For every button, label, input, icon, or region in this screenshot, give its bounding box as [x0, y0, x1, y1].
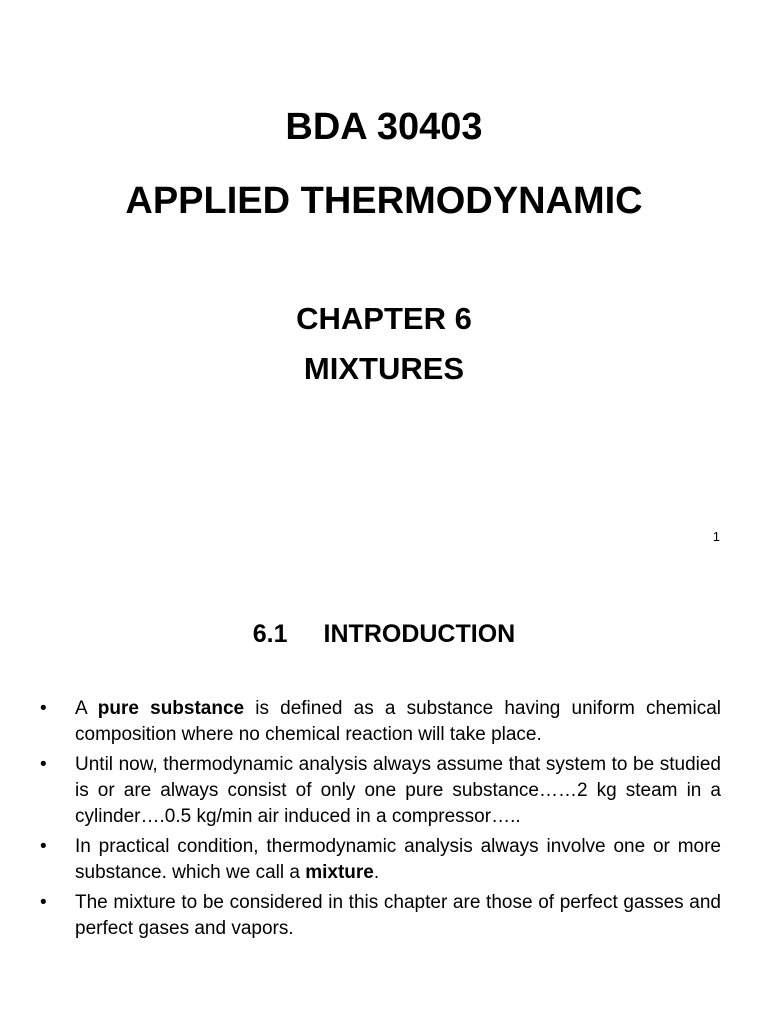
bullet-icon: •	[40, 836, 47, 857]
term-pure-substance: pure substance	[97, 698, 245, 719]
bullet-icon: •	[40, 754, 47, 775]
list-item	[40, 890, 721, 942]
list-item	[40, 696, 721, 748]
course-code: BDA 30403	[285, 106, 483, 148]
bullet-text: In practical condition, thermodynamic analysis always involve one or more substance. which we call a	[75, 836, 721, 883]
bullet-text: A	[75, 698, 98, 719]
page-number: 1	[712, 529, 720, 544]
bullet-text: is defined as a substance having uniform chemical composition where no chemical reaction will take place.	[75, 698, 721, 745]
section-heading	[0, 618, 768, 650]
list-item	[40, 834, 721, 886]
section-title: INTRODUCTION	[323, 620, 516, 648]
chapter-label: CHAPTER 6	[296, 301, 472, 336]
list-item	[40, 752, 721, 830]
bullet-text: The mixture to be considered in this chapter are those of perfect gasses and perfect gases and vapors.	[75, 892, 721, 939]
chapter-name: MIXTURES	[303, 351, 465, 386]
bullet-list	[40, 696, 721, 946]
bullet-text: Until now, thermodynamic analysis always assume that system to be studied is or are always consist of only one pure substance……2 kg steam in a cylinder….0.5 kg/min air induced in a compressor…..	[75, 754, 721, 827]
bullet-icon: •	[40, 698, 47, 719]
course-title: APPLIED THERMODYNAMIC	[125, 180, 643, 222]
introduction-slide	[0, 560, 768, 1024]
term-mixture: mixture	[305, 862, 374, 883]
section-number: 6.1	[252, 620, 288, 648]
bullet-icon: •	[40, 892, 47, 913]
bullet-text: .	[373, 862, 380, 883]
